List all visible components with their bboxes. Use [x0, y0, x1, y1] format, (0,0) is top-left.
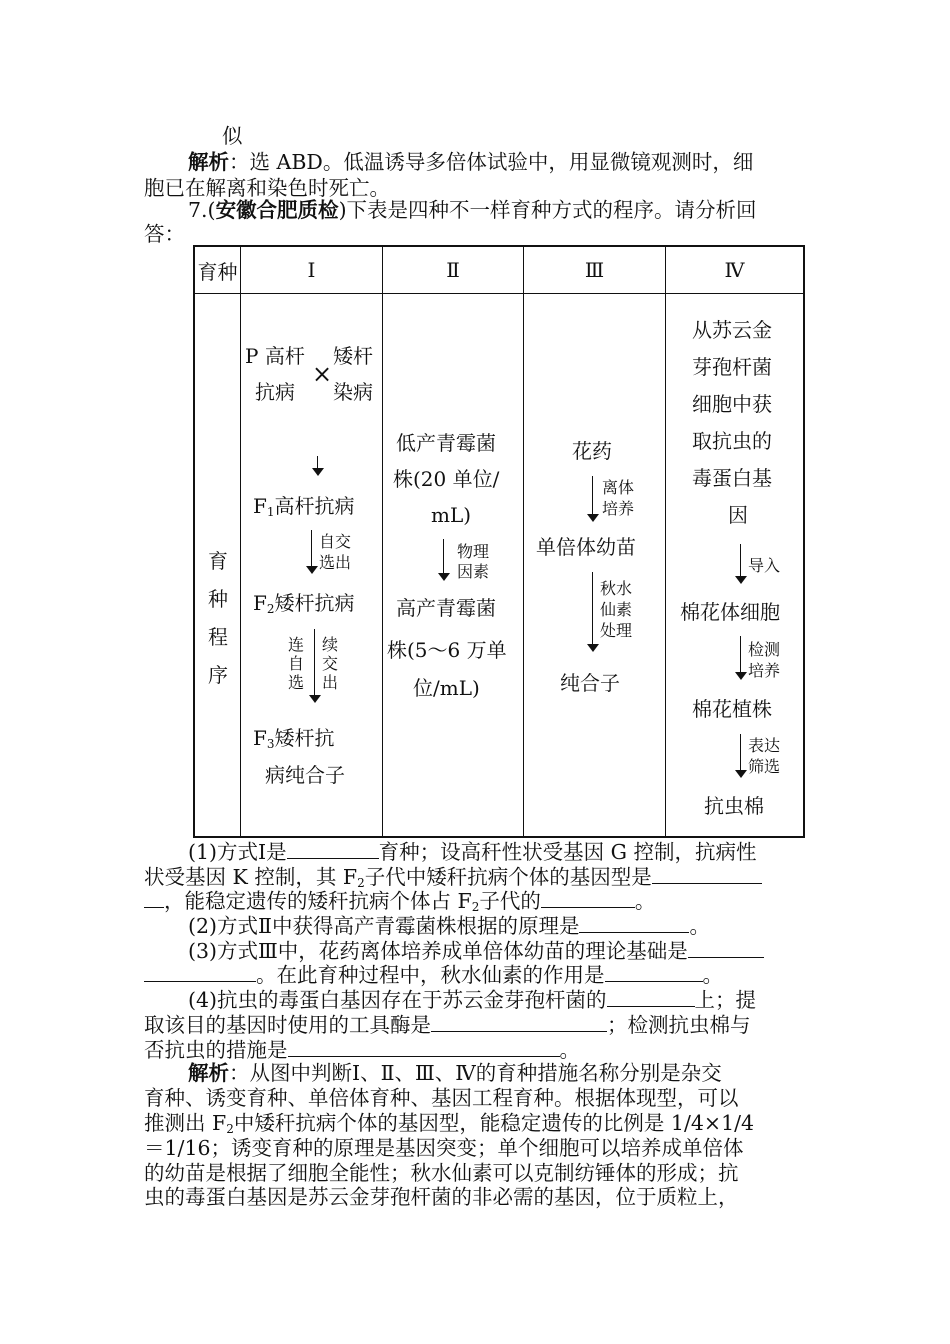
parent-q-label: 矮杆 — [333, 344, 373, 368]
answer-blank[interactable] — [579, 912, 689, 933]
header-col-3: Ⅲ — [524, 246, 666, 294]
header-col-1: Ⅰ — [241, 246, 383, 294]
answer-blank[interactable] — [688, 937, 764, 958]
parent-p-label: P 高杆 — [245, 344, 305, 368]
question-2-line: (2)方式Ⅱ中获得高产青霉菌株根据的原理是 。 — [188, 914, 710, 938]
answer-blank[interactable] — [144, 887, 164, 908]
arrow-down-icon — [308, 629, 322, 703]
question-1-line-2: 状受基因 K 控制，其 $F_2$子代中矮秆抗病个体的基因型是 — [144, 863, 762, 896]
row-label-cell — [194, 294, 241, 838]
col-3-cell — [524, 294, 666, 838]
step-colchicine-3: 处理 — [600, 621, 633, 640]
col-4-cell — [666, 294, 805, 838]
arrow-down-icon — [734, 636, 748, 680]
anther: 花药 — [572, 439, 612, 463]
breeding-table — [193, 245, 805, 838]
question-4-line-1: (4)抗虫的毒蛋白基因存在于苏云金芽孢杆菌的 上；提 — [188, 988, 757, 1012]
haploid-seedling: 单倍体幼苗 — [536, 535, 636, 559]
high-yield-strain-2: 株(5～6 万单 — [387, 638, 507, 662]
table-body-row — [194, 294, 804, 838]
step-culture: 培养 — [602, 499, 635, 518]
table-header-row — [194, 246, 804, 294]
step-colchicine-2: 仙素 — [600, 600, 633, 619]
step-detect: 检测 — [748, 640, 781, 659]
step-continue-cross: 续交出 — [321, 635, 338, 692]
step-import: 导入 — [748, 556, 781, 575]
step-continuous-self: 连自选 — [287, 635, 304, 692]
parent-p-trait: 抗病 — [255, 380, 295, 404]
step-self-cross: 自交 — [319, 532, 352, 551]
insect-resistant-cotton: 抗虫棉 — [704, 794, 764, 818]
gene-source-5: 毒蛋白基 — [692, 466, 772, 490]
answer-blank[interactable] — [144, 961, 256, 982]
arrow-down-icon — [311, 456, 325, 476]
high-yield-strain-3: 位/mL) — [413, 676, 480, 700]
header-col-2: Ⅱ — [383, 246, 524, 294]
answer-blank[interactable] — [431, 1011, 607, 1032]
high-yield-strain-1: 高产青霉菌 — [396, 596, 496, 620]
header-corner: 育种 — [194, 246, 241, 294]
analysis-line-2: 育种、诱变育种、单倍体育种、基因工程育种。根据体现型，可以 — [144, 1086, 739, 1110]
col-2-cell — [383, 294, 524, 838]
analysis-line-3: 推测出 $F_2$中矮秆抗病个体的基因型，能稳定遗传的比例是 1/4×1/4 — [144, 1111, 755, 1136]
answer-6-line-1: 解析：选 ABD。低温诱导多倍体试验中，用显微镜观测时，细 — [188, 150, 754, 174]
step-screen: 筛选 — [748, 757, 781, 776]
analysis-line-5: 的幼苗是根据了细胞全能性；秋水仙素可以克制纺锤体的形成；抗 — [144, 1161, 739, 1185]
continued-text: 似 — [222, 124, 243, 148]
gene-source-2: 芽孢杆菌 — [692, 355, 772, 379]
gene-source-1: 从苏云金 — [692, 318, 772, 342]
step-in-vitro: 离体 — [602, 478, 635, 497]
answer-blank[interactable] — [287, 838, 379, 859]
answer-blank[interactable] — [288, 1036, 560, 1057]
low-yield-strain-2: 株(20 单位/ — [393, 467, 500, 491]
arrow-down-icon — [586, 572, 600, 652]
cross-symbol: × — [312, 360, 333, 388]
arrow-down-icon — [734, 544, 748, 584]
step-colchicine-1: 秋水 — [600, 579, 633, 598]
step-factor: 因素 — [457, 562, 490, 581]
parent-q-trait: 染病 — [333, 380, 373, 404]
step-select: 选出 — [319, 553, 352, 572]
question-3-line-1: (3)方式Ⅲ中，花药离体培养成单倍体幼苗的理论基础是 — [188, 937, 764, 964]
f3-line: $F_3$矮杆抗 — [253, 726, 335, 751]
analysis-line-6: 虫的毒蛋白基因是苏云金芽孢杆菌的非必需的基因，位于质粒上， — [144, 1185, 739, 1209]
question-3-line-2: 。在此育种过程中，秋水仙素的作用是 。 — [144, 961, 723, 988]
question-7-line-2: 答： — [144, 222, 185, 246]
answer-blank[interactable] — [605, 961, 703, 982]
gene-source-3: 细胞中获 — [692, 392, 772, 416]
cotton-plant: 棉花植株 — [692, 697, 772, 721]
f2-line: $F_2$矮杆抗病 — [253, 591, 355, 616]
step-express: 表达 — [748, 736, 781, 755]
col-1-cell — [241, 294, 383, 838]
answer-blank[interactable] — [652, 863, 762, 884]
question-4-line-2: 取该目的基因时使用的工具酶是 ；检测抗虫棉与 — [144, 1013, 751, 1037]
question-1-line-1: (1)方式Ⅰ是 育种；设高秆性状受基因 G 控制，抗病性 — [188, 840, 757, 864]
analysis-line-4: ＝1/16；诱变育种的原理是基因突变；单个细胞可以培养成单倍体 — [144, 1136, 744, 1160]
f1-line: $F_1$高杆抗病 — [253, 494, 355, 519]
gene-source-4: 取抗虫的 — [692, 429, 772, 453]
low-yield-strain-1: 低产青霉菌 — [396, 431, 496, 455]
answer-blank[interactable] — [607, 986, 695, 1007]
gene-source-6: 因 — [728, 503, 748, 527]
question-1-line-3: ，能稳定遗传的矮秆抗病个体占 $F_2$子代的 。 — [144, 887, 655, 920]
step-physical: 物理 — [457, 542, 490, 561]
question-4-line-3: 否抗虫的措施是 。 — [144, 1038, 580, 1062]
homozygote: 纯合子 — [560, 671, 620, 695]
question-7-line-1: 7.(安徽合肥质检)下表是四种不一样育种方式的程序。请分析回 — [188, 198, 757, 222]
arrow-down-icon — [437, 539, 451, 581]
answer-6-line-2: 胞已在解离和染色时死亡。 — [144, 176, 390, 200]
analysis-line-1: 解析：从图中判断Ⅰ、Ⅱ、Ⅲ、Ⅳ的育种措施名称分别是杂交 — [188, 1061, 722, 1085]
low-yield-strain-3: mL) — [431, 503, 472, 527]
arrow-down-icon — [734, 734, 748, 778]
step-culture-2: 培养 — [748, 661, 781, 680]
arrow-down-icon — [305, 530, 319, 574]
cotton-cell: 棉花体细胞 — [680, 600, 780, 624]
header-col-4: Ⅳ — [666, 246, 805, 294]
row-label: 育种程序 — [208, 549, 228, 687]
arrow-down-icon — [586, 476, 600, 522]
answer-blank[interactable] — [541, 887, 635, 908]
f3-result: 病纯合子 — [265, 763, 345, 787]
